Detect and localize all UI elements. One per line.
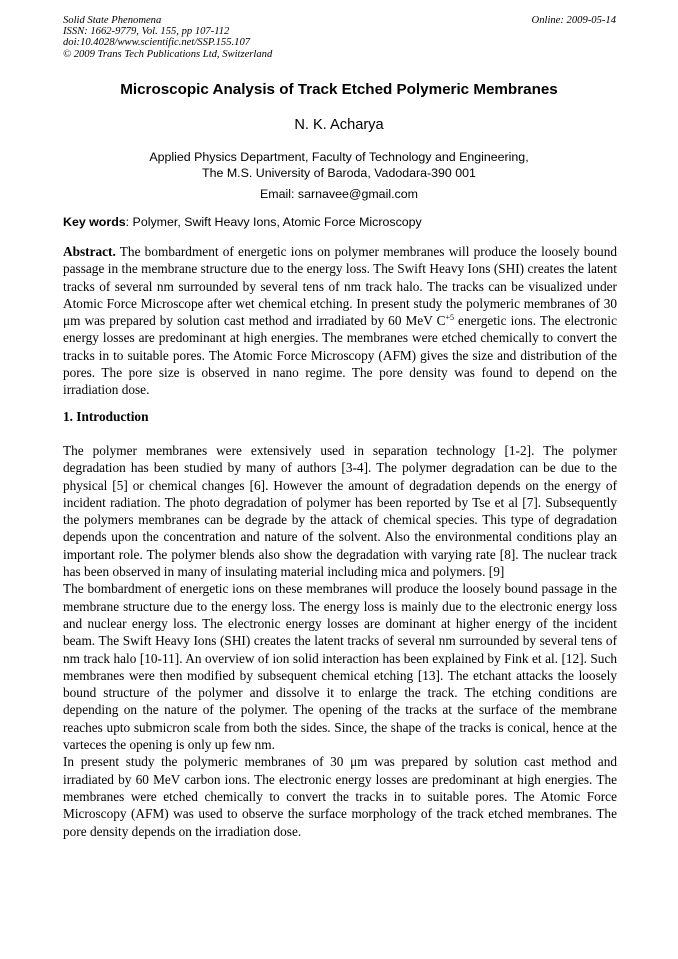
intro-paragraph-1: The polymer membranes were extensively used in separation technology [1-2]. The polymer degradation has been studied by many of authors [3-4]. The polymer degradation can be due to the physical [5] or chemical changes [6]. However the amount of degradation depends on the energy of incident radiation. The photo degradation of polymer has been reported by Tse et al [7]. Subsequently the polymers membranes can be degrade by the attack of chemical species. This type of degradation depends upon the concentration and nature of the solvent. Also the environmental conditions play an important role. The polymer blends also show the degradation with varying rate [8]. The nuclear track has been observed in many of insulating material including mica and polymers. [9] (63, 443, 617, 580)
affiliation (0, 150, 678, 181)
introduction-body (63, 442, 617, 840)
keywords-text: : Polymer, Swift Heavy Ions, Atomic Force Microscopy (125, 215, 422, 229)
affiliation-line-2: The M.S. University of Baroda, Vadodara-390 001 (202, 165, 476, 180)
ion-charge-superscript: +5 (445, 313, 455, 323)
journal-header (63, 15, 272, 60)
section-heading-introduction: 1. Introduction (63, 409, 149, 424)
keywords (63, 215, 422, 229)
author-email: Email: sarnavee@gmail.com (260, 187, 418, 201)
doi-line: doi:10.4028/www.scientific.net/SSP.155.107 (63, 37, 251, 49)
abstract-text-part-1: The bombardment of energetic ions on polymer membranes will produce the loosely bound passage in the membrane structure due to the energy loss. The Swift Heavy Ions (SHI) creates the latent tracks of several nm surrounded by several tens of nm track halo. The tracks can be visualized under Atomic Force Microscope after wet chemical etching. In present study the polymeric membranes of 30 μm was prepared by solution cast method and irradiated by 60 MeV C (63, 244, 617, 329)
intro-paragraph-2: The bombardment of energetic ions on these membranes will produce the loosely bound passage in the membrane structure due to the energy loss. The energy loss is mainly due to the electronic energy loss and nuclear energy loss. The electronic energy losses are dominant at higher energy of the incident beam. The Swift Heavy Ions (SHI) creates the latent tracks of several nm surrounded by several tens of nm track halo [10-11]. An overview of ion solid interaction has been explained by Fink et al. [12]. Such membranes were then modified by subsequent chemical etching [13]. The etchant attacks the loosely bound structure of the polymer and dissolve it to enlarge the track. The etching conditions are depending on the nature of the polymer. The opening of the tracks at the surface of the membrane reaches upto submicron scale from both the sides. Since, the shape of the tracks is conical, hence at the varteces the opening is only up few nm. (63, 581, 617, 753)
issn-line: ISSN: 1662-9779, Vol. 155, pp 107-112 (63, 26, 230, 38)
affiliation-line-1: Applied Physics Department, Faculty of Technology and Engineering, (149, 150, 529, 164)
intro-paragraph-3: In present study the polymeric membranes of 30 μm was prepared by solution cast method and irradiated by 60 MeV carbon ions. The electronic energy losses are predominant at high energies. The membranes were etched chemically to convert the tracks in to suitable pores. The Atomic Force Microscopy (AFM) was used to observe the surface morphology of the track etched membranes. The pore density depends on the irradiation dose. (63, 754, 617, 839)
online-date: Online: 2009-05-14 (531, 15, 616, 26)
abstract-label: Abstract. (63, 244, 116, 259)
abstract-text-part-2: energetic ions. The electronic energy losses are predominant at high energies. The membranes were etched chemically to convert the tracks in to suitable pores. The Atomic Force Microscopy (AFM) gives the size and distribution of the pores. The pore size is observed in nano regime. The pore density was found to depend on the irradiation dose. (63, 313, 617, 398)
paper-title: Microscopic Analysis of Track Etched Polymeric Membranes (120, 81, 558, 98)
copyright-line: © 2009 Trans Tech Publications Ltd, Switzerland (63, 48, 273, 60)
abstract (63, 243, 617, 399)
journal-name: Solid State Phenomena (63, 15, 162, 26)
keywords-label: Key words (63, 215, 126, 229)
author-name: N. K. Acharya (294, 117, 384, 133)
